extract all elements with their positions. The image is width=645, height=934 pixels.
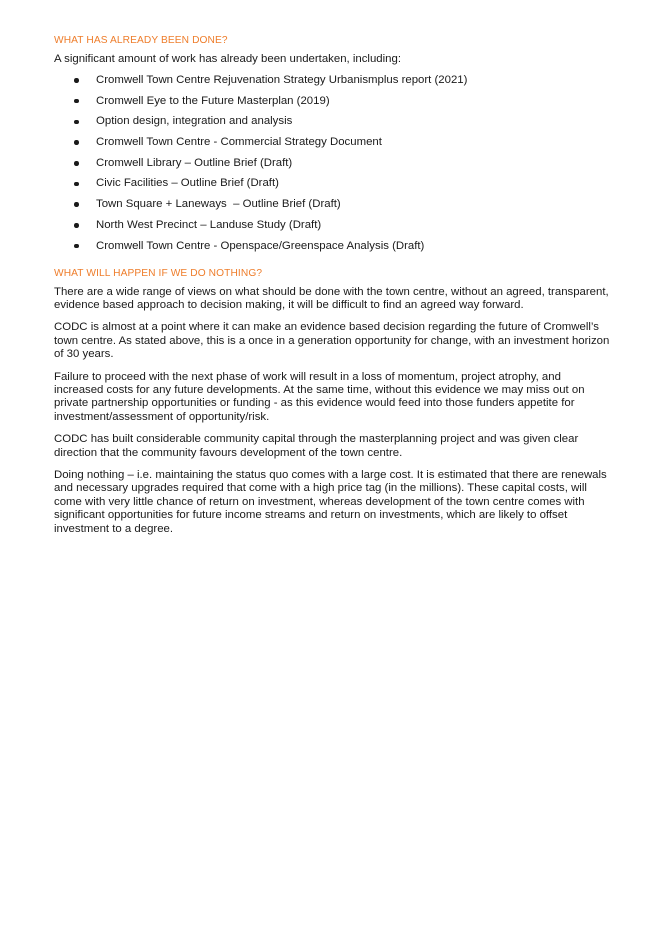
list-item-text: Cromwell Town Centre - Commercial Strategy Document bbox=[96, 136, 382, 149]
list-item bbox=[54, 132, 610, 153]
bullet-icon bbox=[74, 99, 79, 104]
bullet-icon bbox=[74, 223, 79, 228]
paragraph: There are a wide range of views on what should be done with the town centre, without an agreed, transparent, evidence based approach to decision making, it will be difficult to find an agreed way forward. bbox=[54, 285, 609, 311]
list-item-text: Cromwell Town Centre Rejuvenation Strategy Urbanismplus report (2021) bbox=[96, 74, 468, 87]
list-item-text: Cromwell Town Centre - Openspace/Greenspace Analysis (Draft) bbox=[96, 239, 425, 252]
list-item bbox=[54, 236, 610, 257]
paragraph: Failure to proceed with the next phase of work will result in a loss of momentum, project atrophy, and increased costs for any future developments. At the same time, without this evidence we may miss out on private partnership opportunities or funding - as this evidence would feed into those funders appetite for investment/assessment of opportunity/risk. bbox=[54, 370, 585, 423]
list-item bbox=[54, 215, 610, 236]
bullet-icon bbox=[74, 202, 79, 207]
paragraph: CODC has built considerable community capital through the masterplanning project and was given clear direction that the community favours development of the town centre. bbox=[54, 433, 579, 459]
list-item bbox=[54, 112, 610, 133]
list-item-text: North West Precinct – Landuse Study (Draft) bbox=[96, 218, 322, 231]
list-item-text: Town Square + Laneways – Outline Brief (Draft) bbox=[96, 198, 341, 211]
bullet-icon bbox=[74, 182, 79, 187]
bullet-icon bbox=[74, 244, 79, 249]
section-heading-do-nothing: WHAT WILL HAPPEN IF WE DO NOTHING? bbox=[54, 267, 263, 279]
list-item-text: Civic Facilities – Outline Brief (Draft) bbox=[96, 177, 279, 190]
bullet-icon bbox=[74, 120, 79, 125]
list-item-text: Cromwell Eye to the Future Masterplan (2019) bbox=[96, 94, 330, 107]
list-item bbox=[54, 195, 610, 216]
section-heading-work-done: WHAT HAS ALREADY BEEN DONE? bbox=[54, 35, 228, 46]
list-item bbox=[54, 70, 610, 91]
work-done-intro: A significant amount of work has already been undertaken, including: bbox=[54, 53, 401, 65]
list-item-text: Cromwell Library – Outline Brief (Draft) bbox=[96, 156, 293, 169]
work-done-list bbox=[54, 70, 610, 256]
bullet-icon bbox=[74, 140, 79, 145]
paragraph: CODC is almost at a point where it can make an evidence based decision regarding the future of Cromwell’s town centre. As stated above, this is a once in a generation opportunity for change, with an investment horizon of 30 years. bbox=[54, 321, 610, 361]
paragraph: Doing nothing – i.e. maintaining the status quo comes with a large cost. It is estimated that there are renewals and necessary upgrades required that come with a high price tag (in the millions). These capital costs, will come with very little chance of return on investment, whereas development of the town centre comes with significant opportunities for future income streams and return on investments, which are likely to offset investment to a degree. bbox=[54, 469, 607, 535]
list-item bbox=[54, 153, 610, 174]
list-item-text: Option design, integration and analysis bbox=[96, 115, 293, 128]
bullet-icon bbox=[74, 78, 79, 83]
bullet-icon bbox=[74, 161, 79, 166]
list-item bbox=[54, 174, 610, 195]
document-page bbox=[54, 34, 610, 545]
list-item bbox=[54, 91, 610, 112]
